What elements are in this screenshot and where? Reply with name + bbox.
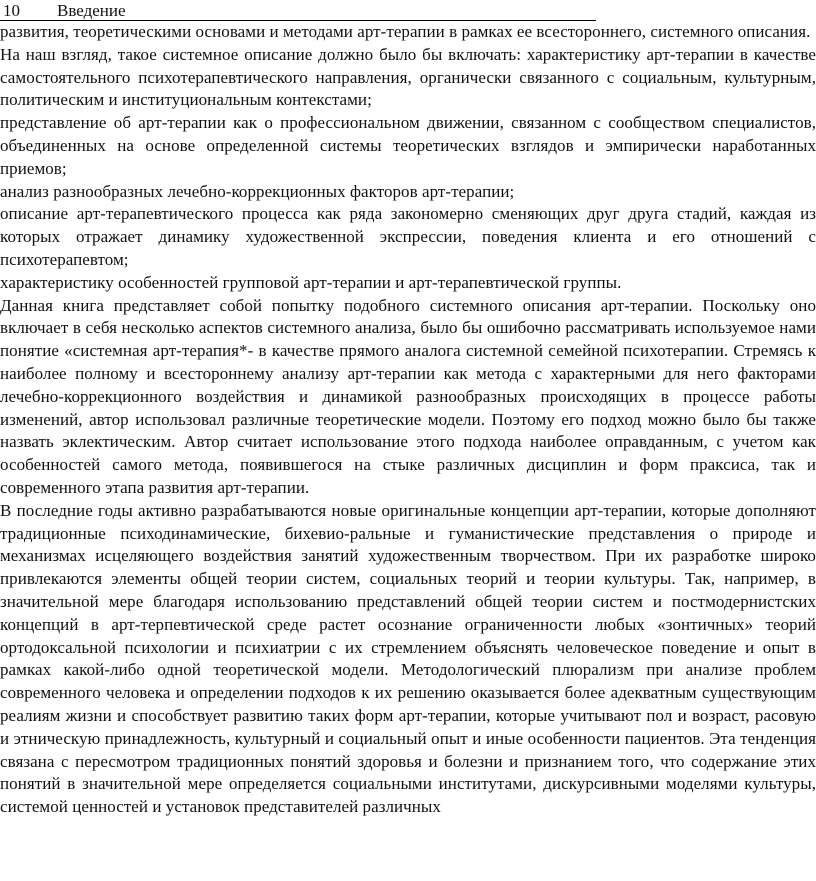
running-header [0, 0, 596, 21]
paragraph-book-description: Данная книга представляет собой попытку подобного системного описания арт-терапии. Поскольку оно включает в себя несколько аспектов системного анализа, было бы ошибочно рассматривать используемое нами понятие «системная арт-терапия*- в качестве прямого аналога системной семейной психотерапии. Стремясь к наиболее полному и всестороннему анализу арт-терапии как метода с характерными для него факторами лечебно-коррекционного воздействия и динамикой разнообразных происходящих в процессе работы изменений, автор использовал различные теоретические модели. Поэтому его подход можно было бы также назвать эклектическим. Автор считает использование этого подхода наиболее оправданным, с учетом как особенностей самого метода, появившегося на стыке различных дисциплин и форм праксиса, так и современного этапа развития арт-терапии. [0, 295, 816, 497]
body-text [0, 21, 816, 819]
paragraph-continuation: развития, теоретическими основами и методами арт-терапии в рамках ее всестороннего, системного описания. [0, 22, 811, 41]
page-number: 10 [3, 1, 20, 20]
paragraph-list-item-factors: анализ разнообразных лечебно-коррекционных факторов арт-терапии; [0, 181, 515, 201]
chapter-title: Введение [57, 1, 126, 20]
paragraph-new-concepts: В последние годы активно разрабатываются новые оригинальные концепции арт-терапии, которые дополняют традиционные психодинамические, бихевио-ральные и гуманистические представления о природе и механизмах исцеляющего воздействия занятий художественным творчеством. При их разработке широко привлекаются элементы общей теории систем, социальных теорий и теории культуры. Так, например, в значительной мере благодаря использованию представлений общей теории систем и постмодернистских концепций в арт-терпевтической среде растет осознание ограниченности любых «зонтичных» теорий ортодоксальной психологии и психиатрии с их стремлением объяснять человеческое поведение и опыт в рамках какой-либо одной теоретической модели. Методологический плюрализм при анализе проблем современного человека и определении подходов к их решению оказывается более адекватным существующим реалиям жизни и способствует развитию таких форм арт-терапии, которые учитывают пол и возраст, расовую и этническую принадлежность, культурный и социальный опыт и иные особенности пациентов. Эта тенденция связана с пересмотром традиционных понятий здоровья и болезни и признанием того, что содержание этих понятий в значительной мере определяется социальными институтами, дискурсивными моделями культуры, системой ценностей и установок представителей различных [0, 500, 816, 817]
paragraph-list-item-professional: представление об арт-терапии как о профессиональном движении, связанном с сообществом специалистов, объединенных на основе определенной системы теоретических взглядов и эмпирически наработанных приемов; [0, 113, 816, 178]
paragraph-intro-list: На наш взгляд, такое системное описание должно было бы включать: характеристику арт-терапии в качестве самостоятельного психотерапевтического направления, органически связанного с социальным, культурным, политическим и институциональным контекстами; [0, 44, 816, 110]
paragraph-list-item-group: характеристику особенностей групповой арт-терапии и арт-терапевтической группы. [0, 272, 622, 292]
paragraph-list-item-process: описание арт-терапевтического процесса как ряда закономерно сменяющих друг друга стадий, каждая из которых отражает динамику художественной экспрессии, поведения клиента и его отношений с психотерапевтом; [0, 204, 816, 269]
